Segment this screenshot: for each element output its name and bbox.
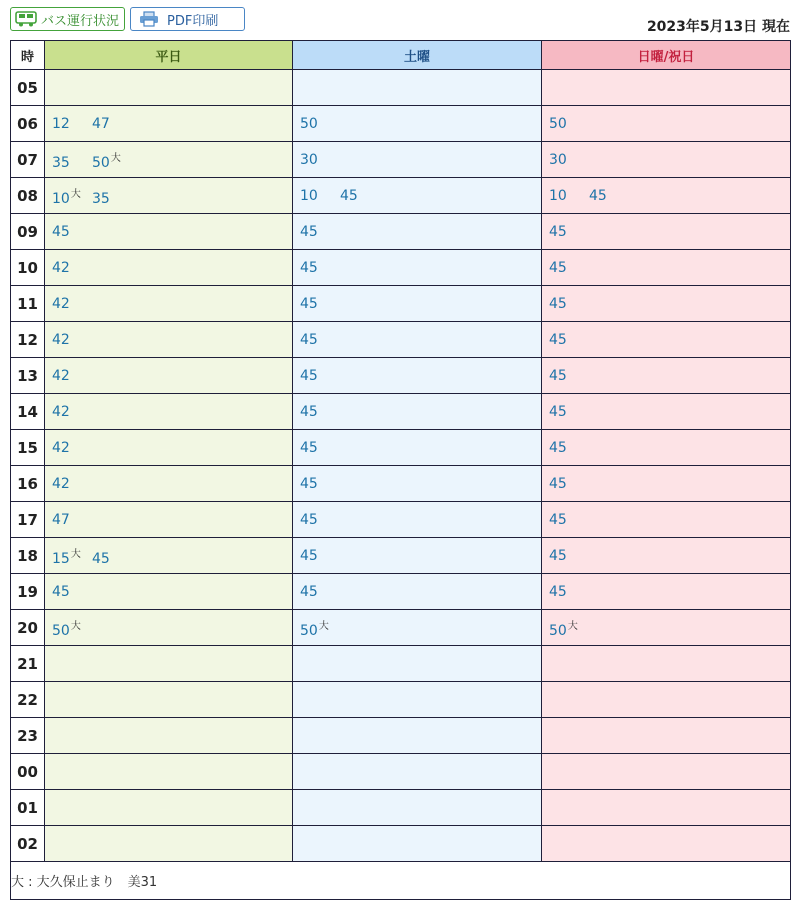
sunday-minutes-cell xyxy=(542,214,791,250)
departure-minute[interactable] xyxy=(300,188,340,204)
minute-value: 42 xyxy=(52,295,70,312)
weekday-minutes-cell xyxy=(45,754,293,790)
hour-cell: 22 xyxy=(11,682,45,718)
saturday-minutes-cell xyxy=(293,430,542,466)
header-weekday: 平日 xyxy=(45,41,293,70)
sunday-minutes-cell xyxy=(542,502,791,538)
minute-value: 45 xyxy=(300,295,318,312)
hour-cell: 21 xyxy=(11,646,45,682)
departure-minute[interactable] xyxy=(300,476,340,492)
minute-value: 45 xyxy=(52,223,70,240)
minute-value: 50 xyxy=(92,154,110,171)
minute-value: 45 xyxy=(549,511,567,528)
departure-minute[interactable] xyxy=(300,368,340,384)
minute-value: 47 xyxy=(92,115,110,132)
hour-cell: 16 xyxy=(11,466,45,502)
hour-cell: 11 xyxy=(11,286,45,322)
departure-minute[interactable] xyxy=(549,617,589,639)
minute-value: 12 xyxy=(52,115,70,132)
hour-row xyxy=(11,106,791,142)
hour-cell: 13 xyxy=(11,358,45,394)
departure-minute[interactable] xyxy=(589,188,629,204)
weekday-minutes-cell xyxy=(45,430,293,466)
hour-cell: 19 xyxy=(11,574,45,610)
hour-row xyxy=(11,826,791,862)
departure-minute[interactable] xyxy=(52,545,92,567)
hour-cell: 18 xyxy=(11,538,45,574)
weekday-minutes-cell xyxy=(45,70,293,106)
saturday-minutes-cell xyxy=(293,718,542,754)
hour-cell: 06 xyxy=(11,106,45,142)
minute-value: 45 xyxy=(300,259,318,276)
weekday-minutes-cell xyxy=(45,682,293,718)
hour-cell: 12 xyxy=(11,322,45,358)
minute-value: 45 xyxy=(549,403,567,420)
hour-row xyxy=(11,502,791,538)
minute-value: 45 xyxy=(300,331,318,348)
hour-row xyxy=(11,286,791,322)
hour-row xyxy=(11,682,791,718)
minute-value: 10 xyxy=(549,187,567,204)
minute-value: 45 xyxy=(300,223,318,240)
minute-value: 45 xyxy=(549,583,567,600)
minute-value: 30 xyxy=(549,151,567,168)
saturday-minutes-cell xyxy=(293,538,542,574)
sunday-minutes-cell xyxy=(542,322,791,358)
minute-value: 45 xyxy=(92,550,110,567)
sunday-minutes-cell xyxy=(542,430,791,466)
departure-minute[interactable] xyxy=(52,296,92,312)
hour-row xyxy=(11,754,791,790)
hour-cell: 07 xyxy=(11,142,45,178)
hour-cell: 20 xyxy=(11,610,45,646)
saturday-minutes-cell xyxy=(293,754,542,790)
minute-value: 45 xyxy=(549,259,567,276)
hour-row xyxy=(11,718,791,754)
timetable xyxy=(10,40,791,900)
departure-minute[interactable] xyxy=(92,149,132,171)
minute-value: 10 xyxy=(52,190,70,207)
saturday-minutes-cell xyxy=(293,790,542,826)
departure-minute[interactable] xyxy=(52,512,92,528)
weekday-minutes-cell xyxy=(45,358,293,394)
destination-mark: 大 xyxy=(567,620,578,632)
destination-mark: 大 xyxy=(318,620,329,632)
departure-minute[interactable] xyxy=(300,584,340,600)
departure-minute[interactable] xyxy=(52,116,92,132)
saturday-minutes-cell xyxy=(293,106,542,142)
minute-value: 45 xyxy=(300,547,318,564)
sunday-minutes-cell xyxy=(542,754,791,790)
toolbar xyxy=(0,0,800,40)
hour-row xyxy=(11,430,791,466)
departure-minute[interactable] xyxy=(52,404,92,420)
minute-value: 45 xyxy=(549,331,567,348)
weekday-minutes-cell xyxy=(45,718,293,754)
saturday-minutes-cell xyxy=(293,358,542,394)
departure-minute[interactable] xyxy=(549,440,589,456)
minute-value: 45 xyxy=(549,367,567,384)
hour-row xyxy=(11,214,791,250)
hour-cell: 00 xyxy=(11,754,45,790)
bus-status-button[interactable] xyxy=(10,7,125,31)
departure-minute[interactable] xyxy=(300,617,340,639)
departure-minute[interactable] xyxy=(549,224,589,240)
minute-value: 50 xyxy=(300,115,318,132)
hour-cell: 23 xyxy=(11,718,45,754)
weekday-minutes-cell xyxy=(45,322,293,358)
sunday-minutes-cell xyxy=(542,646,791,682)
sunday-minutes-cell xyxy=(542,394,791,430)
minute-value: 42 xyxy=(52,331,70,348)
sunday-minutes-cell xyxy=(542,70,791,106)
departure-minute[interactable] xyxy=(52,185,92,207)
departure-minute[interactable] xyxy=(300,548,340,564)
minute-value: 45 xyxy=(589,187,607,204)
hour-row xyxy=(11,790,791,826)
weekday-minutes-cell xyxy=(45,142,293,178)
minute-value: 45 xyxy=(300,439,318,456)
destination-mark: 大 xyxy=(70,188,81,200)
saturday-minutes-cell xyxy=(293,682,542,718)
departure-minute[interactable] xyxy=(300,440,340,456)
minute-value: 45 xyxy=(300,403,318,420)
destination-mark: 大 xyxy=(70,620,81,632)
hour-row xyxy=(11,646,791,682)
minute-value: 45 xyxy=(300,583,318,600)
weekday-minutes-cell xyxy=(45,178,293,214)
sunday-minutes-cell xyxy=(542,250,791,286)
departure-minute[interactable] xyxy=(549,260,589,276)
sunday-minutes-cell xyxy=(542,358,791,394)
saturday-minutes-cell xyxy=(293,250,542,286)
hour-row xyxy=(11,178,791,214)
hour-row xyxy=(11,466,791,502)
pdf-print-button[interactable] xyxy=(130,7,245,31)
saturday-minutes-cell xyxy=(293,502,542,538)
sunday-minutes-cell xyxy=(542,538,791,574)
weekday-minutes-cell xyxy=(45,610,293,646)
departure-minute[interactable] xyxy=(52,584,92,600)
saturday-minutes-cell xyxy=(293,70,542,106)
sunday-minutes-cell xyxy=(542,826,791,862)
minute-value: 45 xyxy=(52,583,70,600)
destination-mark: 大 xyxy=(110,152,121,164)
saturday-minutes-cell xyxy=(293,574,542,610)
minute-value: 30 xyxy=(300,151,318,168)
hour-cell: 15 xyxy=(11,430,45,466)
minute-value: 10 xyxy=(300,187,318,204)
hour-cell: 17 xyxy=(11,502,45,538)
weekday-minutes-cell xyxy=(45,250,293,286)
header-saturday: 土曜 xyxy=(293,41,542,70)
departure-minute[interactable] xyxy=(92,551,132,567)
saturday-minutes-cell xyxy=(293,610,542,646)
minute-value: 45 xyxy=(300,367,318,384)
saturday-minutes-cell xyxy=(293,646,542,682)
minute-value: 45 xyxy=(300,475,318,492)
weekday-minutes-cell xyxy=(45,502,293,538)
departure-minute[interactable] xyxy=(52,260,92,276)
departure-minute[interactable] xyxy=(300,404,340,420)
departure-minute[interactable] xyxy=(300,512,340,528)
departure-minute[interactable] xyxy=(92,191,132,207)
minute-value: 42 xyxy=(52,259,70,276)
departure-minute[interactable] xyxy=(549,332,589,348)
minute-value: 45 xyxy=(549,439,567,456)
legend-row xyxy=(11,862,791,900)
weekday-minutes-cell xyxy=(45,538,293,574)
hour-cell: 01 xyxy=(11,790,45,826)
hour-cell: 10 xyxy=(11,250,45,286)
hour-row xyxy=(11,358,791,394)
sunday-minutes-cell xyxy=(542,142,791,178)
hour-row xyxy=(11,322,791,358)
hour-cell: 08 xyxy=(11,178,45,214)
departure-minute[interactable] xyxy=(549,296,589,312)
departure-minute[interactable] xyxy=(549,152,589,168)
departure-minute[interactable] xyxy=(549,116,589,132)
weekday-minutes-cell xyxy=(45,646,293,682)
hour-row xyxy=(11,394,791,430)
departure-minute[interactable] xyxy=(300,116,340,132)
header-sunday-holiday: 日曜/祝日 xyxy=(542,41,791,70)
saturday-minutes-cell xyxy=(293,394,542,430)
hour-row xyxy=(11,610,791,646)
hour-row xyxy=(11,574,791,610)
weekday-minutes-cell xyxy=(45,286,293,322)
departure-minute[interactable] xyxy=(549,548,589,564)
minute-value: 50 xyxy=(52,622,70,639)
minute-value: 42 xyxy=(52,439,70,456)
departure-minute[interactable] xyxy=(52,332,92,348)
hour-row xyxy=(11,538,791,574)
minute-value: 45 xyxy=(549,547,567,564)
saturday-minutes-cell xyxy=(293,322,542,358)
departure-minute[interactable] xyxy=(52,368,92,384)
bus-status-label: バス運行状況 xyxy=(41,13,120,29)
weekday-minutes-cell xyxy=(45,466,293,502)
header-hour: 時 xyxy=(11,41,45,70)
sunday-minutes-cell xyxy=(542,610,791,646)
hour-row xyxy=(11,142,791,178)
minute-value: 45 xyxy=(549,475,567,492)
sunday-minutes-cell xyxy=(542,106,791,142)
sunday-minutes-cell xyxy=(542,790,791,826)
weekday-minutes-cell xyxy=(45,826,293,862)
timetable-body xyxy=(11,70,791,862)
sunday-minutes-cell xyxy=(542,682,791,718)
minute-value: 45 xyxy=(549,295,567,312)
saturday-minutes-cell xyxy=(293,178,542,214)
saturday-minutes-cell xyxy=(293,142,542,178)
pdf-print-label: PDF印刷 xyxy=(167,13,219,29)
departure-minute[interactable] xyxy=(300,260,340,276)
departure-minute[interactable] xyxy=(300,152,340,168)
hour-cell: 14 xyxy=(11,394,45,430)
timetable-header-row xyxy=(11,41,791,70)
departure-minute[interactable] xyxy=(300,296,340,312)
hour-cell: 02 xyxy=(11,826,45,862)
minute-value: 50 xyxy=(549,622,567,639)
hour-row xyxy=(11,250,791,286)
departure-minute[interactable] xyxy=(92,116,132,132)
minute-value: 50 xyxy=(300,622,318,639)
departure-minute[interactable] xyxy=(52,476,92,492)
saturday-minutes-cell xyxy=(293,286,542,322)
minute-value: 45 xyxy=(549,223,567,240)
minute-value: 15 xyxy=(52,550,70,567)
minute-value: 42 xyxy=(52,475,70,492)
printer-icon xyxy=(139,11,159,27)
sunday-minutes-cell xyxy=(542,718,791,754)
minute-value: 47 xyxy=(52,511,70,528)
weekday-minutes-cell xyxy=(45,214,293,250)
departure-minute[interactable] xyxy=(549,368,589,384)
saturday-minutes-cell xyxy=(293,826,542,862)
weekday-minutes-cell xyxy=(45,790,293,826)
sunday-minutes-cell xyxy=(542,574,791,610)
departure-minute[interactable] xyxy=(52,224,92,240)
minute-value: 42 xyxy=(52,367,70,384)
weekday-minutes-cell xyxy=(45,394,293,430)
sunday-minutes-cell xyxy=(542,286,791,322)
hour-cell: 09 xyxy=(11,214,45,250)
departure-minute[interactable] xyxy=(549,584,589,600)
departure-minute[interactable] xyxy=(52,440,92,456)
sunday-minutes-cell xyxy=(542,178,791,214)
departure-minute[interactable] xyxy=(549,404,589,420)
sunday-minutes-cell xyxy=(542,466,791,502)
departure-minute[interactable] xyxy=(300,224,340,240)
as-of-date: 2023年5月13日 現在 xyxy=(646,19,790,35)
bus-icon xyxy=(15,11,37,27)
hour-row xyxy=(11,70,791,106)
minute-value: 45 xyxy=(300,511,318,528)
saturday-minutes-cell xyxy=(293,466,542,502)
departure-minute[interactable] xyxy=(549,188,589,204)
minute-value: 50 xyxy=(549,115,567,132)
departure-minute[interactable] xyxy=(549,476,589,492)
legend-note: 大 : 大久保止まり 美31 xyxy=(11,862,791,900)
minute-value: 45 xyxy=(340,187,358,204)
weekday-minutes-cell xyxy=(45,106,293,142)
weekday-minutes-cell xyxy=(45,574,293,610)
saturday-minutes-cell xyxy=(293,214,542,250)
departure-minute[interactable] xyxy=(300,332,340,348)
departure-minute[interactable] xyxy=(549,512,589,528)
destination-mark: 大 xyxy=(70,548,81,560)
minute-value: 35 xyxy=(92,190,110,207)
departure-minute[interactable] xyxy=(340,188,380,204)
hour-cell: 05 xyxy=(11,70,45,106)
minute-value: 42 xyxy=(52,403,70,420)
minute-value: 35 xyxy=(52,154,70,171)
departure-minute[interactable] xyxy=(52,155,92,171)
departure-minute[interactable] xyxy=(52,617,92,639)
